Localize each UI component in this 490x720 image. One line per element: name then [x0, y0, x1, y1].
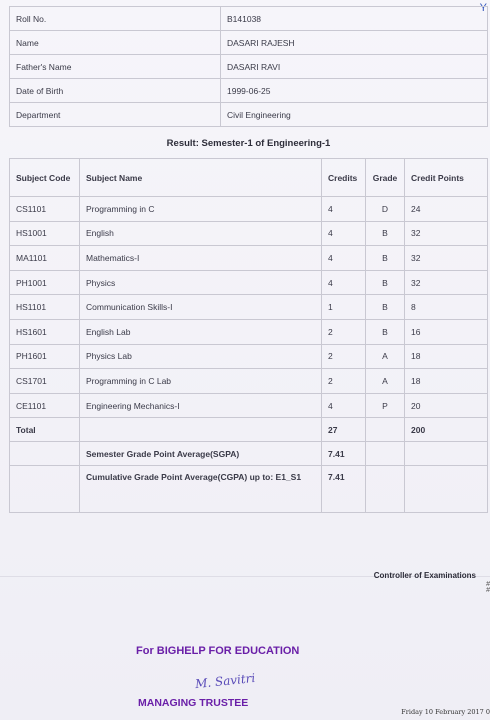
- subject-credit-points: 32: [405, 246, 488, 271]
- subject-row: [10, 369, 488, 394]
- subject-code: CE1101: [10, 393, 80, 418]
- header-subject-name: Subject Name: [80, 159, 322, 197]
- corner-mark: Y: [479, 2, 487, 14]
- subject-grade: B: [366, 295, 405, 320]
- subject-grade: B: [366, 221, 405, 246]
- subject-credits: 4: [322, 246, 366, 271]
- info-value: DASARI RAVI: [221, 55, 488, 79]
- managing-trustee: MANAGING TRUSTEE: [138, 697, 249, 709]
- subject-code: HS1601: [10, 319, 80, 344]
- subject-row: [10, 319, 488, 344]
- subject-name: Programming in C: [80, 197, 322, 222]
- total-points: 200: [405, 418, 488, 442]
- subject-code: CS1101: [10, 197, 80, 222]
- signature: M. Savitri: [194, 670, 256, 692]
- subject-row: [10, 197, 488, 222]
- subject-credit-points: 24: [405, 197, 488, 222]
- student-info-table: [9, 6, 488, 127]
- subject-name: Mathematics-I: [80, 246, 322, 271]
- subject-credits: 4: [322, 393, 366, 418]
- subject-credits: 4: [322, 270, 366, 295]
- header-grade: Grade: [366, 159, 405, 197]
- subject-credits: 4: [322, 197, 366, 222]
- info-value: Civil Engineering: [221, 103, 488, 127]
- subject-credit-points: 32: [405, 221, 488, 246]
- sgpa-row: [10, 442, 488, 466]
- subject-code: HS1101: [10, 295, 80, 320]
- info-row: [10, 79, 488, 103]
- info-row: [10, 7, 488, 31]
- subject-credits: 1: [322, 295, 366, 320]
- subject-name: Physics: [80, 270, 322, 295]
- subject-name: Communication Skills-I: [80, 295, 322, 320]
- subject-credits: 2: [322, 319, 366, 344]
- cgpa-empty-2: [366, 466, 405, 513]
- info-row: [10, 31, 488, 55]
- subject-grade: B: [366, 246, 405, 271]
- org-stamp: For BIGHELP FOR EDUCATION: [136, 645, 300, 657]
- sgpa-empty-3: [405, 442, 488, 466]
- subject-row: [10, 246, 488, 271]
- result-title: Result: Semester-1 of Engineering-1: [166, 138, 331, 149]
- cgpa-value: 7.41: [322, 466, 366, 513]
- info-value: 1999-06-25: [221, 79, 488, 103]
- subject-row: [10, 344, 488, 369]
- header-credit-points: Credit Points: [405, 159, 488, 197]
- subject-credit-points: 32: [405, 270, 488, 295]
- total-credits: 27: [322, 418, 366, 442]
- info-row: [10, 55, 488, 79]
- total-label: Total: [10, 418, 80, 442]
- subject-credit-points: 8: [405, 295, 488, 320]
- info-label: Roll No.: [10, 7, 221, 31]
- controller-of-examinations: Controller of Examinations: [373, 571, 476, 580]
- subject-code: CS1701: [10, 369, 80, 394]
- total-row: [10, 418, 488, 442]
- subject-credits: 4: [322, 221, 366, 246]
- subject-name: Engineering Mechanics-I: [80, 393, 322, 418]
- info-label: Department: [10, 103, 221, 127]
- subject-code: MA1101: [10, 246, 80, 271]
- subject-grade: B: [366, 319, 405, 344]
- info-label: Date of Birth: [10, 79, 221, 103]
- subject-credit-points: 16: [405, 319, 488, 344]
- info-value: DASARI RAJESH: [221, 31, 488, 55]
- subject-code: HS1001: [10, 221, 80, 246]
- subject-credits: 2: [322, 344, 366, 369]
- subject-credit-points: 20: [405, 393, 488, 418]
- subject-grade: D: [366, 197, 405, 222]
- subject-code: PH1001: [10, 270, 80, 295]
- subject-row: [10, 270, 488, 295]
- subject-name: English: [80, 221, 322, 246]
- subject-name: Programming in C Lab: [80, 369, 322, 394]
- subject-name: English Lab: [80, 319, 322, 344]
- subject-row: [10, 295, 488, 320]
- total-empty: [80, 418, 322, 442]
- subject-credit-points: 18: [405, 369, 488, 394]
- cgpa-label: Cumulative Grade Point Average(CGPA) up to: E1_S1: [80, 466, 322, 513]
- info-label: Name: [10, 31, 221, 55]
- header-credits: Credits: [322, 159, 366, 197]
- subject-credits: 2: [322, 369, 366, 394]
- cgpa-row: [10, 466, 488, 513]
- sgpa-value: 7.41: [322, 442, 366, 466]
- grades-header-row: [10, 159, 488, 197]
- cgpa-empty-3: [405, 466, 488, 513]
- printed-date: Friday 10 February 2017 0: [401, 708, 490, 716]
- subject-grade: A: [366, 344, 405, 369]
- total-grade-empty: [366, 418, 405, 442]
- subject-grade: A: [366, 369, 405, 394]
- sgpa-empty-2: [366, 442, 405, 466]
- subject-name: Physics Lab: [80, 344, 322, 369]
- info-label: Father's Name: [10, 55, 221, 79]
- header-subject-code: Subject Code: [10, 159, 80, 197]
- subject-credit-points: 18: [405, 344, 488, 369]
- info-row: [10, 103, 488, 127]
- subject-grade: P: [366, 393, 405, 418]
- sgpa-label: Semester Grade Point Average(SGPA): [80, 442, 322, 466]
- subject-row: [10, 221, 488, 246]
- subject-grade: B: [366, 270, 405, 295]
- info-value: B141038: [221, 7, 488, 31]
- cgpa-empty: [10, 466, 80, 513]
- subject-row: [10, 393, 488, 418]
- subject-code: PH1601: [10, 344, 80, 369]
- side-mark: # #: [486, 581, 490, 594]
- sgpa-empty: [10, 442, 80, 466]
- grades-table: [9, 158, 488, 513]
